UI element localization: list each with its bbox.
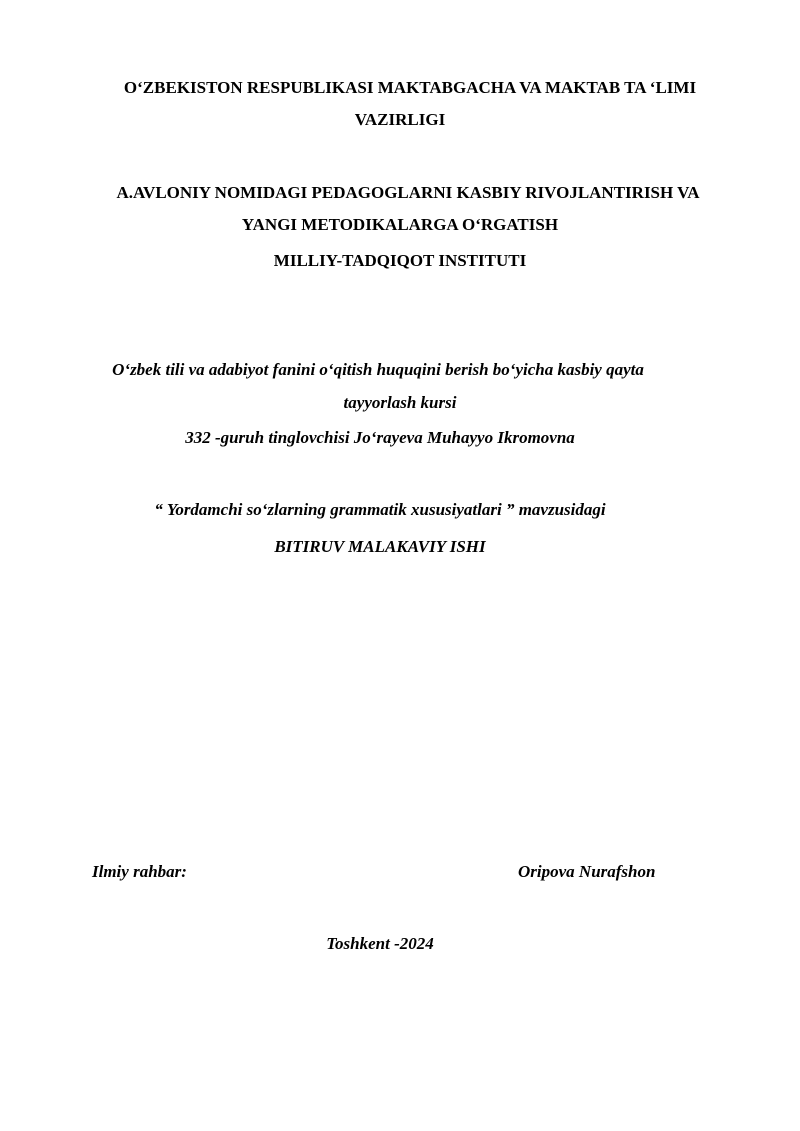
supervisor-label: Ilmiy rahbar: xyxy=(92,862,187,881)
thesis-type: BITIRUV MALAKAVIY ISHI xyxy=(274,537,486,556)
ministry-title-line-2: VAZIRLIGI xyxy=(354,110,446,129)
institute-title-line-3: MILLIY-TADQIQOT INSTITUTI xyxy=(273,251,527,270)
thesis-topic: “ Yordamchi so‘zlarning grammatik xususiyatlari ” mavzusidagi xyxy=(154,500,606,519)
city-year: Toshkent -2024 xyxy=(326,934,434,953)
student-info: 332 -guruh tinglovchisi Jo‘rayeva Muhayyo Ikromovna xyxy=(185,428,575,447)
course-description-line-1: O‘zbek tili va adabiyot fanini o‘qitish huquqini berish bo‘yicha kasbiy qayta xyxy=(112,360,644,379)
institute-title-line-1: A.AVLONIY NOMIDAGI PEDAGOGLARNI KASBIY RIVOJLANTIRISH VA xyxy=(116,183,700,202)
ministry-title-line-1: O‘ZBEKISTON RESPUBLIKASI MAKTABGACHA VA MAKTAB TA ‘LIMI xyxy=(123,78,697,97)
institute-title-line-2: YANGI METODIKALARGA O‘RGATISH xyxy=(241,215,559,234)
supervisor-name: Oripova Nurafshon xyxy=(518,862,656,881)
course-description-line-2: tayyorlash kursi xyxy=(343,393,457,412)
